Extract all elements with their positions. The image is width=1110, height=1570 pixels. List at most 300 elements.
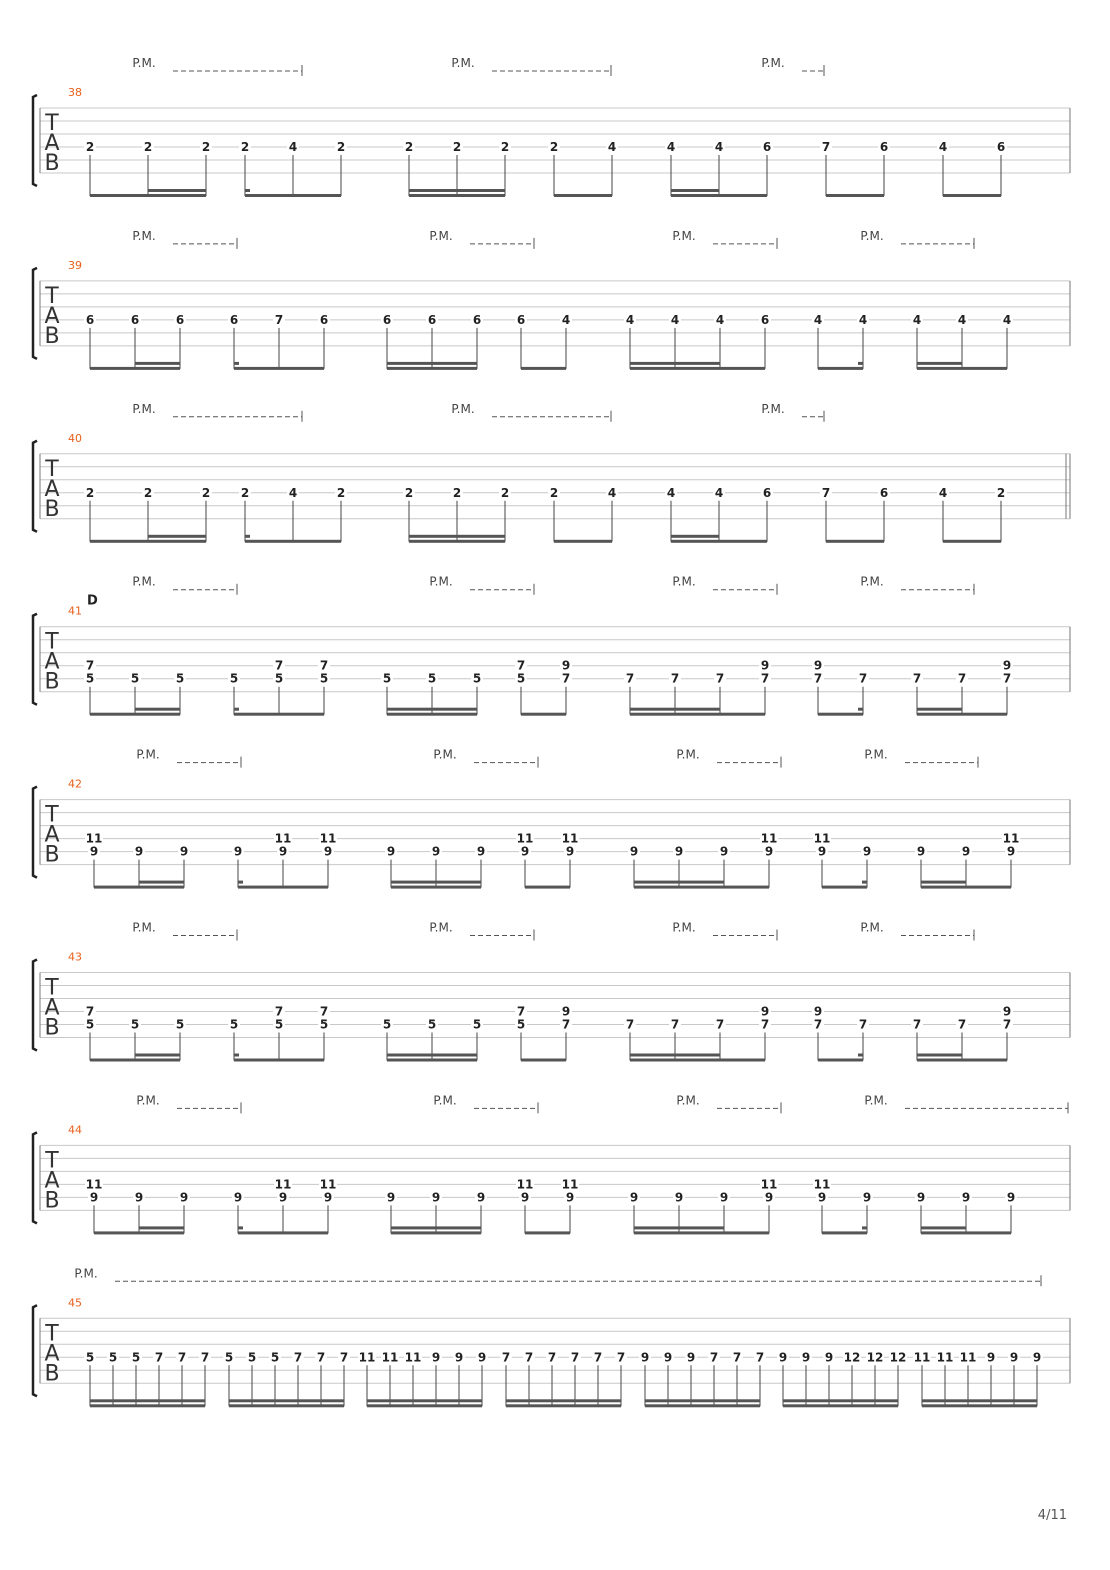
fret-number: 7 xyxy=(593,1350,603,1365)
beam-primary xyxy=(826,540,884,543)
fret-number: 7 xyxy=(760,1017,770,1032)
fret-number: 2 xyxy=(201,485,211,500)
fret-number: 9 xyxy=(961,1190,971,1205)
beam-primary xyxy=(94,1231,184,1234)
beam-stub xyxy=(234,1054,239,1057)
palm-mute-label: P.M. xyxy=(451,401,475,416)
fret-number: 9 xyxy=(719,844,729,859)
beam-primary xyxy=(822,886,867,889)
beam-secondary xyxy=(90,1399,205,1402)
fret-number: 11 xyxy=(404,1350,422,1365)
section-marker: D xyxy=(87,593,98,609)
fret-number: 9 xyxy=(640,1350,650,1365)
fret-number: 9 xyxy=(431,1350,441,1365)
fret-number: 4 xyxy=(607,485,617,500)
tab-clef-letter: B xyxy=(44,151,60,176)
tab-clef-letter: B xyxy=(44,842,60,868)
beam-primary xyxy=(922,1404,1037,1407)
fret-number: 9 xyxy=(764,844,774,859)
fret-number: 9 xyxy=(1006,844,1016,859)
fret-number: 9 xyxy=(760,1004,770,1019)
fret-number: 9 xyxy=(520,1190,530,1205)
beam-stub xyxy=(862,881,867,884)
palm-mute-label: P.M. xyxy=(672,920,696,935)
tab-clef-letter: T xyxy=(45,111,59,136)
fret-number: 9 xyxy=(179,844,189,859)
tab-clef-letter: T xyxy=(45,975,59,1001)
fret-number: 12 xyxy=(866,1350,884,1365)
palm-mute-label: P.M. xyxy=(429,228,453,243)
fret-number: 5 xyxy=(274,671,284,686)
beam-primary xyxy=(630,1059,765,1062)
fret-number: 2 xyxy=(404,140,414,154)
beam-primary xyxy=(238,1231,328,1234)
fret-number: 7 xyxy=(319,1004,329,1019)
tab-clef-letter: A xyxy=(44,822,60,848)
tab-clef-letter: T xyxy=(45,1148,59,1174)
fret-number: 7 xyxy=(154,1350,164,1365)
beam-primary xyxy=(917,1059,1007,1062)
tab-clef-letter: T xyxy=(45,629,59,655)
fret-number: 7 xyxy=(715,671,725,686)
fret-number: 7 xyxy=(85,1004,95,1019)
system-bracket xyxy=(33,268,37,359)
beam-primary xyxy=(921,1231,1011,1234)
fret-number: 4 xyxy=(670,312,680,327)
beam-stub xyxy=(858,362,863,365)
fret-number: 2 xyxy=(85,485,95,500)
fret-number: 6 xyxy=(879,485,889,500)
fret-number: 9 xyxy=(686,1350,696,1365)
fret-number: 7 xyxy=(732,1350,742,1365)
beam-primary xyxy=(90,1059,180,1062)
palm-mute-label: P.M. xyxy=(132,56,156,70)
fret-number: 7 xyxy=(616,1350,626,1365)
fret-number: 12 xyxy=(843,1350,861,1365)
tab-clef-letter: A xyxy=(44,1168,60,1194)
palm-mute-label: P.M. xyxy=(132,228,156,243)
beam-primary xyxy=(409,540,505,543)
beam-secondary xyxy=(671,189,719,192)
beam-primary xyxy=(387,713,477,716)
tab-clef-letter: T xyxy=(45,456,59,482)
system-bracket xyxy=(33,1132,37,1223)
fret-number: 12 xyxy=(889,1350,907,1365)
fret-number: 4 xyxy=(288,485,298,500)
beam-secondary xyxy=(409,189,505,192)
fret-number: 7 xyxy=(858,1017,868,1032)
fret-number: 7 xyxy=(547,1350,557,1365)
fret-number: 7 xyxy=(760,671,770,686)
fret-number: 9 xyxy=(179,1190,189,1205)
fret-number: 4 xyxy=(666,140,676,154)
fret-number: 7 xyxy=(957,671,967,686)
fret-number: 5 xyxy=(319,1017,329,1032)
fret-number: 4 xyxy=(714,485,724,500)
beam-primary xyxy=(554,194,612,197)
beam-primary xyxy=(391,886,481,889)
fret-number: 6 xyxy=(760,312,770,327)
beam-primary xyxy=(94,886,184,889)
beam-primary xyxy=(521,713,566,716)
fret-number: 9 xyxy=(916,844,926,859)
fret-number: 6 xyxy=(229,312,239,327)
fret-number: 9 xyxy=(813,658,823,673)
fret-number: 5 xyxy=(175,1017,185,1032)
fret-number: 7 xyxy=(715,1017,725,1032)
beam-secondary xyxy=(229,1399,344,1402)
beam-secondary xyxy=(387,1054,477,1057)
beam-primary xyxy=(917,367,1007,370)
beam-secondary xyxy=(917,362,962,365)
fret-number: 11 xyxy=(274,831,292,846)
beam-primary xyxy=(525,886,570,889)
fret-number: 2 xyxy=(336,485,346,500)
fret-number: 4 xyxy=(1002,312,1012,327)
fret-number: 7 xyxy=(821,485,831,500)
fret-number: 4 xyxy=(938,140,948,154)
fret-number: 6 xyxy=(472,312,482,327)
fret-number: 11 xyxy=(319,1177,337,1192)
beam-primary xyxy=(387,367,477,370)
beam-primary xyxy=(634,886,769,889)
beam-secondary xyxy=(387,708,477,711)
palm-mute-label: P.M. xyxy=(761,401,785,416)
fret-number: 7 xyxy=(274,658,284,673)
fret-number: 5 xyxy=(130,671,140,686)
fret-number: 2 xyxy=(143,485,153,500)
beam-secondary xyxy=(387,362,477,365)
fret-number: 9 xyxy=(801,1350,811,1365)
beam-stub xyxy=(245,535,250,538)
beam-primary xyxy=(783,1404,898,1407)
fret-number: 7 xyxy=(524,1350,534,1365)
fret-number: 11 xyxy=(813,831,831,846)
fret-number: 6 xyxy=(762,140,772,154)
fret-number: 9 xyxy=(961,844,971,859)
fret-number: 5 xyxy=(131,1350,141,1365)
palm-mute-label: P.M. xyxy=(672,574,696,589)
tab-clef-letter: A xyxy=(44,1341,60,1367)
fret-number: 11 xyxy=(936,1350,954,1365)
palm-mute-label: P.M. xyxy=(132,401,156,416)
fret-number: 5 xyxy=(175,671,185,686)
fret-number: 9 xyxy=(813,1004,823,1019)
fret-number: 7 xyxy=(85,658,95,673)
fret-number: 5 xyxy=(85,1350,95,1365)
fret-number: 5 xyxy=(472,671,482,686)
fret-number: 9 xyxy=(134,844,144,859)
fret-number: 11 xyxy=(85,1177,103,1192)
fret-number: 9 xyxy=(916,1190,926,1205)
fret-number: 11 xyxy=(913,1350,931,1365)
system-bracket xyxy=(33,95,37,186)
fret-number: 2 xyxy=(500,140,510,154)
tab-clef-letter: B xyxy=(44,1361,60,1387)
beam-primary xyxy=(630,713,765,716)
palm-mute-label: P.M. xyxy=(74,1266,98,1281)
fret-number: 7 xyxy=(177,1350,187,1365)
beam-primary xyxy=(818,367,863,370)
fret-number: 9 xyxy=(629,844,639,859)
beam-primary xyxy=(671,540,767,543)
fret-number: 2 xyxy=(549,485,559,500)
fret-number: 2 xyxy=(404,485,414,500)
fret-number: 11 xyxy=(516,831,534,846)
beam-primary xyxy=(826,194,884,197)
fret-number: 11 xyxy=(760,1177,778,1192)
fret-number: 5 xyxy=(85,671,95,686)
fret-number: 9 xyxy=(89,844,99,859)
fret-number: 9 xyxy=(817,1190,827,1205)
palm-mute-label: P.M. xyxy=(864,1093,888,1108)
fret-number: 9 xyxy=(1032,1350,1042,1365)
beam-primary xyxy=(234,367,324,370)
beam-primary xyxy=(234,713,324,716)
fret-number: 7 xyxy=(274,312,284,327)
palm-mute-label: P.M. xyxy=(761,56,785,70)
palm-mute-label: P.M. xyxy=(860,574,884,589)
fret-number: 9 xyxy=(323,844,333,859)
fret-number: 9 xyxy=(386,844,396,859)
fret-number: 9 xyxy=(520,844,530,859)
fret-number: 5 xyxy=(382,671,392,686)
fret-number: 11 xyxy=(358,1350,376,1365)
beam-primary xyxy=(506,1404,621,1407)
fret-number: 6 xyxy=(319,312,329,327)
tab-clef-letter: B xyxy=(44,1188,60,1214)
fret-number: 4 xyxy=(858,312,868,327)
fret-number: 7 xyxy=(200,1350,210,1365)
fret-number: 2 xyxy=(336,140,346,154)
beam-primary xyxy=(387,1059,477,1062)
fret-number: 4 xyxy=(715,312,725,327)
fret-number: 7 xyxy=(570,1350,580,1365)
fret-number: 9 xyxy=(454,1350,464,1365)
fret-number: 9 xyxy=(323,1190,333,1205)
beam-primary xyxy=(525,1231,570,1234)
fret-number: 2 xyxy=(996,485,1006,500)
beam-primary xyxy=(645,1404,760,1407)
tab-clef-letter: T xyxy=(45,1321,59,1347)
fret-number: 2 xyxy=(240,140,250,154)
fret-number: 11 xyxy=(561,831,579,846)
beam-primary xyxy=(90,713,180,716)
fret-number: 11 xyxy=(85,831,103,846)
beam-primary xyxy=(818,713,863,716)
fret-number: 9 xyxy=(476,844,486,859)
beam-primary xyxy=(943,194,1001,197)
fret-number: 4 xyxy=(288,140,298,154)
fret-number: 9 xyxy=(778,1350,788,1365)
beam-stub xyxy=(858,1054,863,1057)
fret-number: 7 xyxy=(912,671,922,686)
fret-number: 9 xyxy=(477,1350,487,1365)
fret-number: 9 xyxy=(431,844,441,859)
beam-secondary xyxy=(135,708,180,711)
fret-number: 9 xyxy=(1002,658,1012,673)
beam-primary xyxy=(554,540,612,543)
beam-stub xyxy=(862,1226,867,1229)
beam-primary xyxy=(409,194,505,197)
beam-secondary xyxy=(148,535,206,538)
fret-number: 7 xyxy=(316,1350,326,1365)
beam-secondary xyxy=(634,881,724,884)
beam-secondary xyxy=(409,535,505,538)
fret-number: 9 xyxy=(565,1190,575,1205)
fret-number: 5 xyxy=(516,671,526,686)
system-bracket xyxy=(33,1305,37,1396)
beam-primary xyxy=(521,1059,566,1062)
fret-number: 11 xyxy=(274,1177,292,1192)
tab-clef-letter: T xyxy=(45,283,59,309)
fret-number: 4 xyxy=(714,140,724,154)
beam-primary xyxy=(234,1059,324,1062)
palm-mute-label: P.M. xyxy=(860,920,884,935)
fret-number: 7 xyxy=(670,1017,680,1032)
fret-number: 7 xyxy=(813,671,823,686)
fret-number: 2 xyxy=(240,485,250,500)
palm-mute-label: P.M. xyxy=(864,747,888,762)
palm-mute-label: P.M. xyxy=(860,228,884,243)
fret-number: 4 xyxy=(813,312,823,327)
fret-number: 9 xyxy=(561,1004,571,1019)
fret-number: 6 xyxy=(762,485,772,500)
fret-number: 5 xyxy=(229,671,239,686)
beam-secondary xyxy=(634,1226,724,1229)
fret-number: 5 xyxy=(427,1017,437,1032)
fret-number: 2 xyxy=(452,485,462,500)
fret-number: 9 xyxy=(386,1190,396,1205)
beam-primary xyxy=(521,367,566,370)
fret-number: 9 xyxy=(561,658,571,673)
fret-number: 2 xyxy=(143,140,153,154)
fret-number: 7 xyxy=(501,1350,511,1365)
fret-number: 5 xyxy=(270,1350,280,1365)
beam-secondary xyxy=(917,1054,962,1057)
fret-number: 7 xyxy=(755,1350,765,1365)
beam-primary xyxy=(943,540,1001,543)
beam-secondary xyxy=(630,708,720,711)
fret-number: 9 xyxy=(674,844,684,859)
beam-primary xyxy=(90,367,180,370)
fret-number: 7 xyxy=(561,1017,571,1032)
fret-number: 7 xyxy=(319,658,329,673)
system-bracket xyxy=(33,960,37,1051)
beam-stub xyxy=(245,189,250,192)
beam-primary xyxy=(391,1231,481,1234)
fret-number: 9 xyxy=(764,1190,774,1205)
beam-primary xyxy=(245,540,341,543)
beam-stub xyxy=(234,708,239,711)
fret-number: 5 xyxy=(274,1017,284,1032)
fret-number: 7 xyxy=(625,1017,635,1032)
fret-number: 5 xyxy=(224,1350,234,1365)
fret-number: 2 xyxy=(549,140,559,154)
fret-number: 9 xyxy=(233,844,243,859)
beam-secondary xyxy=(921,881,966,884)
beam-secondary xyxy=(630,1054,720,1057)
fret-number: 7 xyxy=(274,1004,284,1019)
tab-clef-letter: A xyxy=(44,476,60,502)
fret-number: 6 xyxy=(85,312,95,327)
beam-primary xyxy=(822,1231,867,1234)
system-bracket xyxy=(33,787,37,878)
fret-number: 11 xyxy=(1002,831,1020,846)
beam-secondary xyxy=(135,1054,180,1057)
palm-mute-label: P.M. xyxy=(433,747,457,762)
tab-clef-letter: B xyxy=(44,1015,60,1041)
fret-number: 7 xyxy=(858,671,868,686)
beam-secondary xyxy=(671,535,719,538)
fret-number: 2 xyxy=(85,140,95,154)
fret-number: 11 xyxy=(959,1350,977,1365)
palm-mute-label: P.M. xyxy=(433,1093,457,1108)
fret-number: 7 xyxy=(1002,1017,1012,1032)
fret-number: 9 xyxy=(1009,1350,1019,1365)
beam-secondary xyxy=(922,1399,1037,1402)
beam-stub xyxy=(238,881,243,884)
measure-number: 42 xyxy=(68,777,82,791)
palm-mute-label: P.M. xyxy=(451,56,475,70)
fret-number: 9 xyxy=(565,844,575,859)
fret-number: 5 xyxy=(108,1350,118,1365)
beam-primary xyxy=(90,1404,205,1407)
fret-number: 9 xyxy=(663,1350,673,1365)
fret-number: 11 xyxy=(561,1177,579,1192)
measure-number: 39 xyxy=(68,258,82,272)
palm-mute-label: P.M. xyxy=(672,228,696,243)
fret-number: 7 xyxy=(516,658,526,673)
beam-primary xyxy=(245,194,341,197)
beam-secondary xyxy=(645,1399,760,1402)
tab-clef-letter: A xyxy=(44,303,60,329)
fret-number: 5 xyxy=(229,1017,239,1032)
palm-mute-label: P.M. xyxy=(132,574,156,589)
fret-number: 4 xyxy=(938,485,948,500)
fret-number: 2 xyxy=(500,485,510,500)
tab-clef-letter: B xyxy=(44,669,60,695)
beam-secondary xyxy=(367,1399,482,1402)
beam-secondary xyxy=(506,1399,621,1402)
fret-number: 9 xyxy=(1006,1190,1016,1205)
beam-secondary xyxy=(139,1226,184,1229)
fret-number: 4 xyxy=(561,312,571,327)
fret-number: 2 xyxy=(201,140,211,154)
fret-number: 5 xyxy=(516,1017,526,1032)
tab-clef-letter: T xyxy=(45,802,59,828)
palm-mute-label: P.M. xyxy=(132,920,156,935)
fret-number: 5 xyxy=(472,1017,482,1032)
fret-number: 9 xyxy=(134,1190,144,1205)
fret-number: 9 xyxy=(476,1190,486,1205)
beam-secondary xyxy=(783,1399,898,1402)
fret-number: 6 xyxy=(879,140,889,154)
fret-number: 7 xyxy=(625,671,635,686)
palm-mute-label: P.M. xyxy=(429,920,453,935)
fret-number: 6 xyxy=(516,312,526,327)
fret-number: 7 xyxy=(957,1017,967,1032)
fret-number: 4 xyxy=(957,312,967,327)
measure-number: 38 xyxy=(68,86,82,99)
fret-number: 9 xyxy=(817,844,827,859)
beam-secondary xyxy=(391,881,481,884)
fret-number: 11 xyxy=(516,1177,534,1192)
fret-number: 9 xyxy=(760,658,770,673)
beam-primary xyxy=(634,1231,769,1234)
beam-primary xyxy=(630,367,765,370)
fret-number: 11 xyxy=(319,831,337,846)
